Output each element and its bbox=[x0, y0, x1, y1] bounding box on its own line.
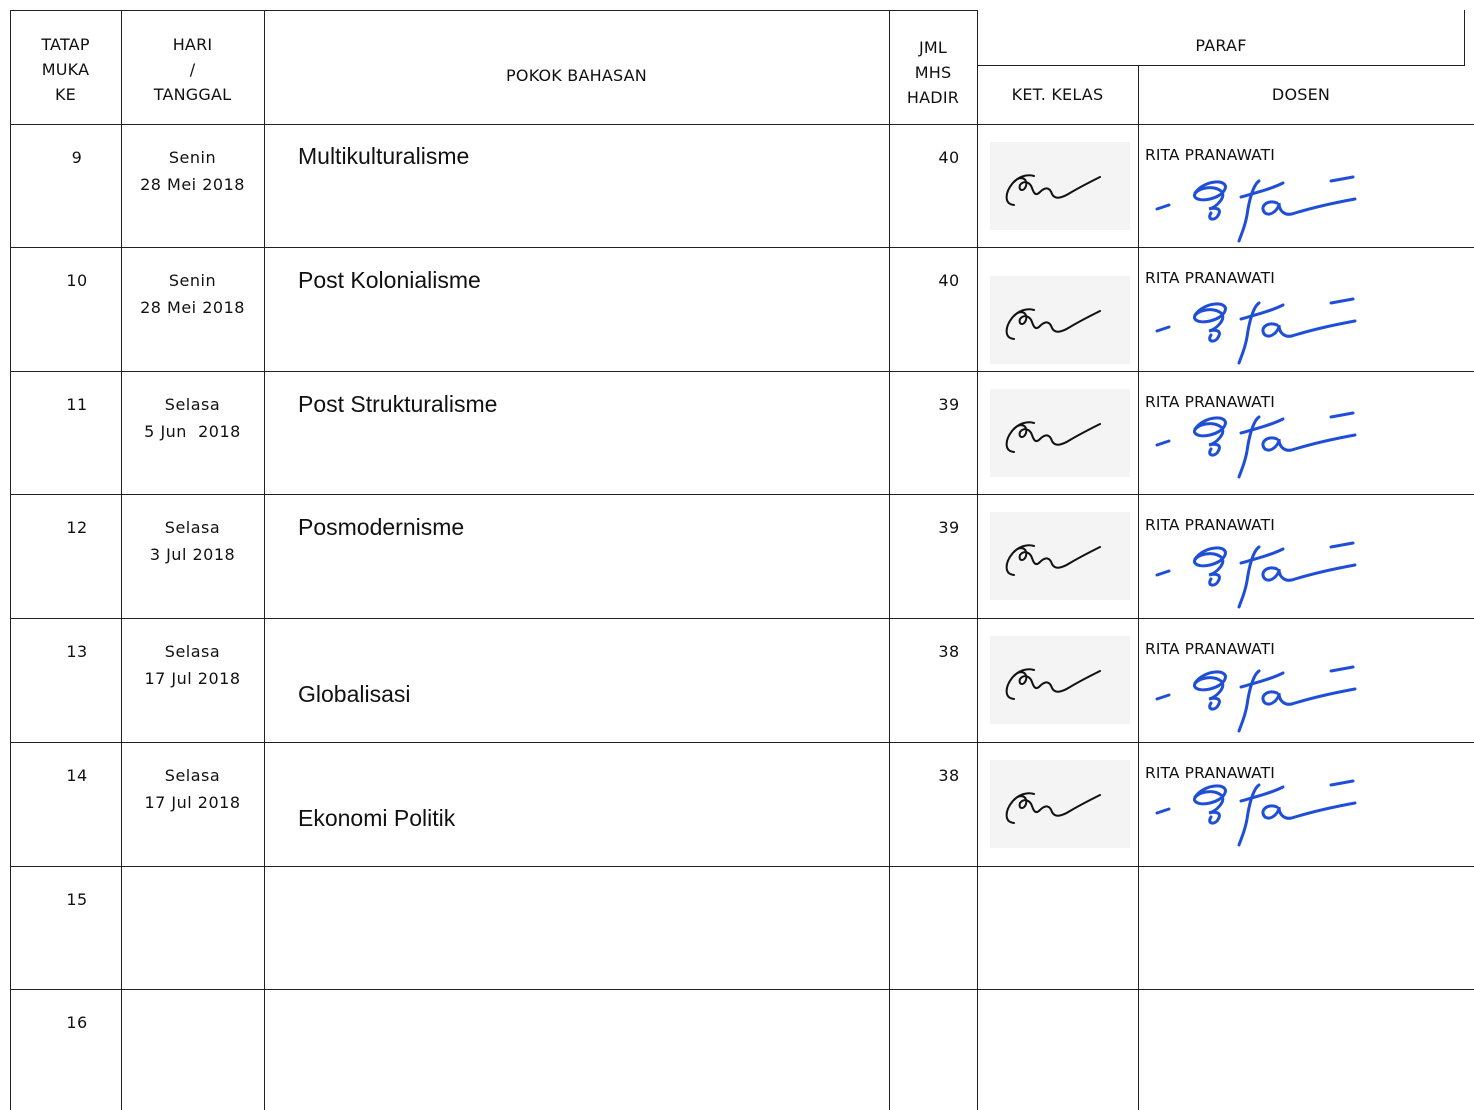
row-attendance-count: 39 bbox=[938, 518, 960, 537]
lecturer-signature bbox=[1155, 663, 1360, 738]
class-rep-signature bbox=[990, 636, 1130, 724]
row-number: 11 bbox=[66, 395, 88, 414]
row-date: Senin 28 Mei 2018 bbox=[140, 148, 245, 194]
row-date: Selasa 3 Jul 2018 bbox=[149, 518, 236, 564]
row-attendance-count: 40 bbox=[938, 148, 960, 167]
row-attendance-count: 38 bbox=[938, 766, 960, 785]
row-divider bbox=[10, 618, 1474, 619]
class-rep-signature bbox=[990, 512, 1130, 600]
row-topic: Posmodernisme bbox=[298, 514, 465, 540]
header-jml-mhs-hadir: JML MHS HADIR bbox=[906, 38, 960, 107]
row-date: Selasa 5 Jun 2018 bbox=[144, 395, 241, 441]
row-number: 16 bbox=[66, 1013, 88, 1032]
row-attendance-count: 38 bbox=[938, 642, 960, 661]
row-number: 15 bbox=[66, 890, 88, 909]
row-topic: Post Kolonialisme bbox=[298, 267, 481, 293]
table-border bbox=[10, 10, 977, 11]
row-topic: Post Strukturalisme bbox=[298, 391, 498, 417]
lecturer-name: RITA PRANAWATI bbox=[1145, 764, 1275, 782]
row-divider bbox=[10, 866, 1474, 867]
row-divider bbox=[10, 124, 1474, 125]
row-number: 14 bbox=[66, 766, 88, 785]
lecturer-name: RITA PRANAWATI bbox=[1145, 269, 1275, 287]
class-rep-signature bbox=[990, 760, 1130, 848]
lecturer-signature bbox=[1155, 173, 1360, 248]
header-paraf: PARAF bbox=[1195, 36, 1247, 55]
row-topic: Globalisasi bbox=[298, 681, 411, 707]
row-topic: Multikulturalisme bbox=[298, 143, 470, 169]
row-divider bbox=[10, 742, 1474, 743]
row-date: Senin 28 Mei 2018 bbox=[140, 271, 245, 317]
column-divider bbox=[977, 10, 978, 1110]
row-topic: Ekonomi Politik bbox=[298, 805, 456, 831]
header-tatap-muka-ke: TATAP MUKA KE bbox=[41, 35, 90, 104]
lecturer-name: RITA PRANAWATI bbox=[1145, 516, 1275, 534]
class-rep-signature bbox=[990, 142, 1130, 230]
row-date: Selasa 17 Jul 2018 bbox=[144, 642, 241, 688]
column-divider bbox=[1138, 65, 1139, 1110]
row-divider bbox=[10, 989, 1474, 990]
table-border bbox=[10, 10, 11, 1110]
header-dosen: DOSEN bbox=[1271, 85, 1331, 104]
header-pokok-bahasan: POKOK BAHASAN bbox=[506, 66, 647, 85]
row-attendance-count: 39 bbox=[938, 395, 960, 414]
row-number: 10 bbox=[66, 271, 88, 290]
class-rep-signature bbox=[990, 276, 1130, 364]
row-number: 9 bbox=[71, 148, 83, 167]
row-divider bbox=[977, 65, 1465, 66]
column-divider bbox=[889, 10, 890, 1110]
lecturer-signature bbox=[1155, 777, 1360, 852]
lecturer-name: RITA PRANAWATI bbox=[1145, 146, 1275, 164]
row-number: 13 bbox=[66, 642, 88, 661]
class-rep-signature bbox=[990, 389, 1130, 477]
lecturer-signature bbox=[1155, 539, 1360, 614]
lecturer-name: RITA PRANAWATI bbox=[1145, 393, 1275, 411]
row-attendance-count: 40 bbox=[938, 271, 960, 290]
header-hari-tanggal: HARI / TANGGAL bbox=[153, 35, 232, 104]
lecturer-name: RITA PRANAWATI bbox=[1145, 640, 1275, 658]
lecturer-signature bbox=[1155, 295, 1360, 370]
column-divider bbox=[264, 10, 265, 1110]
lecturer-signature bbox=[1155, 409, 1360, 484]
row-number: 12 bbox=[66, 518, 88, 537]
row-divider bbox=[10, 371, 1474, 372]
header-ket-kelas: KET. KELAS bbox=[1011, 85, 1104, 104]
row-date: Selasa 17 Jul 2018 bbox=[144, 766, 241, 812]
row-divider bbox=[10, 494, 1474, 495]
